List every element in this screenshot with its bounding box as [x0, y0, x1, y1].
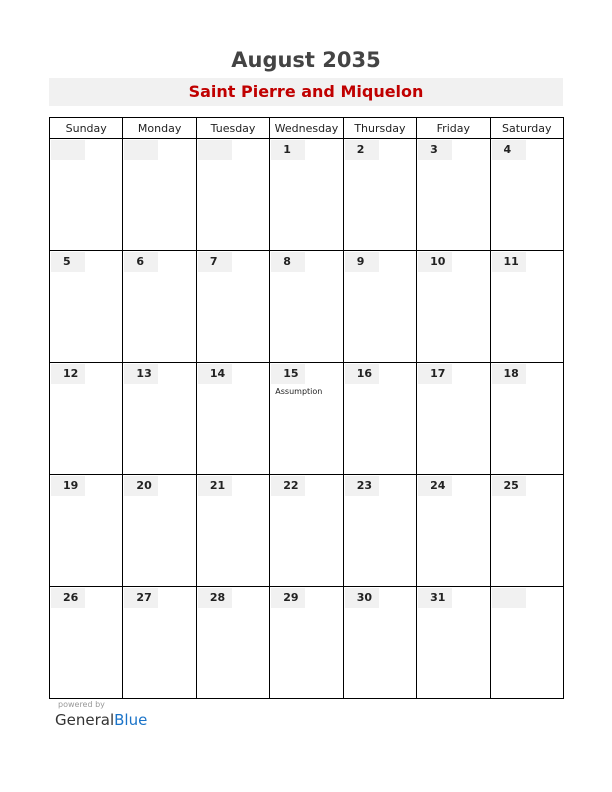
- day-cell: [50, 475, 123, 587]
- day-cell: [270, 363, 343, 475]
- powered-by-label: powered by: [58, 700, 105, 709]
- day-number: 4: [492, 140, 526, 160]
- weekday-thursday: Thursday: [343, 118, 416, 139]
- weekday-sunday: Sunday: [50, 118, 123, 139]
- day-cell: [417, 475, 490, 587]
- day-number: [51, 140, 85, 160]
- brand-general: General: [55, 711, 115, 729]
- day-number: [124, 140, 158, 160]
- day-cell: [490, 363, 563, 475]
- day-number: 14: [198, 364, 232, 384]
- weekday-saturday: Saturday: [490, 118, 563, 139]
- day-number: [198, 140, 232, 160]
- calendar-body: [50, 139, 564, 699]
- day-number: 6: [124, 252, 158, 272]
- day-cell: [270, 475, 343, 587]
- day-number: 19: [51, 476, 85, 496]
- day-number: 13: [124, 364, 158, 384]
- day-number: 24: [418, 476, 452, 496]
- day-cell: [417, 251, 490, 363]
- day-cell: [50, 363, 123, 475]
- day-cell: [123, 587, 196, 699]
- week-row: [50, 363, 564, 475]
- calendar-grid: [49, 117, 564, 699]
- weekday-friday: Friday: [417, 118, 490, 139]
- day-number: 27: [124, 588, 158, 608]
- day-number: [492, 588, 526, 608]
- day-cell: [490, 139, 563, 251]
- day-cell: [50, 587, 123, 699]
- week-row: [50, 251, 564, 363]
- day-cell: [343, 139, 416, 251]
- day-cell: [417, 363, 490, 475]
- week-row: [50, 475, 564, 587]
- day-cell: [50, 251, 123, 363]
- day-number: 18: [492, 364, 526, 384]
- day-cell: [50, 139, 123, 251]
- day-number: 29: [271, 588, 305, 608]
- day-number: 9: [345, 252, 379, 272]
- day-number: 1: [271, 140, 305, 160]
- day-cell: [123, 139, 196, 251]
- day-cell: [270, 139, 343, 251]
- holiday-label: Assumption: [275, 387, 323, 396]
- day-number: 20: [124, 476, 158, 496]
- day-cell: [123, 251, 196, 363]
- day-cell: [196, 139, 269, 251]
- day-cell: [196, 251, 269, 363]
- day-cell: [270, 587, 343, 699]
- day-number: 26: [51, 588, 85, 608]
- day-cell: [343, 363, 416, 475]
- day-number: 11: [492, 252, 526, 272]
- day-cell: [270, 251, 343, 363]
- subtitle-bar: [49, 78, 563, 106]
- day-cell: [196, 363, 269, 475]
- day-number: 10: [418, 252, 452, 272]
- day-cell: [123, 363, 196, 475]
- weekday-monday: Monday: [123, 118, 196, 139]
- day-number: 15: [271, 364, 305, 384]
- footer: [55, 700, 147, 729]
- region-title: Saint Pierre and Miquelon: [188, 82, 424, 101]
- day-number: 23: [345, 476, 379, 496]
- weekday-wednesday: Wednesday: [270, 118, 343, 139]
- day-number: 16: [345, 364, 379, 384]
- brand-logo: [55, 711, 147, 729]
- day-number: 28: [198, 588, 232, 608]
- day-number: 5: [51, 252, 85, 272]
- week-row: [50, 587, 564, 699]
- day-cell: [343, 251, 416, 363]
- weekday-header-row: [50, 118, 564, 139]
- day-cell: [417, 139, 490, 251]
- day-number: 7: [198, 252, 232, 272]
- day-cell: [417, 587, 490, 699]
- day-number: 22: [271, 476, 305, 496]
- day-number: 2: [345, 140, 379, 160]
- day-number: 8: [271, 252, 305, 272]
- weekday-tuesday: Tuesday: [196, 118, 269, 139]
- day-number: 25: [492, 476, 526, 496]
- day-number: 3: [418, 140, 452, 160]
- day-number: 31: [418, 588, 452, 608]
- day-cell: [490, 587, 563, 699]
- day-cell: [196, 587, 269, 699]
- page-title: August 2035: [231, 48, 381, 72]
- week-row: [50, 139, 564, 251]
- brand-blue: Blue: [114, 711, 148, 729]
- day-cell: [343, 587, 416, 699]
- day-cell: [343, 475, 416, 587]
- day-cell: [196, 475, 269, 587]
- day-number: 12: [51, 364, 85, 384]
- day-number: 21: [198, 476, 232, 496]
- day-cell: [123, 475, 196, 587]
- day-number: 17: [418, 364, 452, 384]
- day-cell: [490, 251, 563, 363]
- day-number: 30: [345, 588, 379, 608]
- day-cell: [490, 475, 563, 587]
